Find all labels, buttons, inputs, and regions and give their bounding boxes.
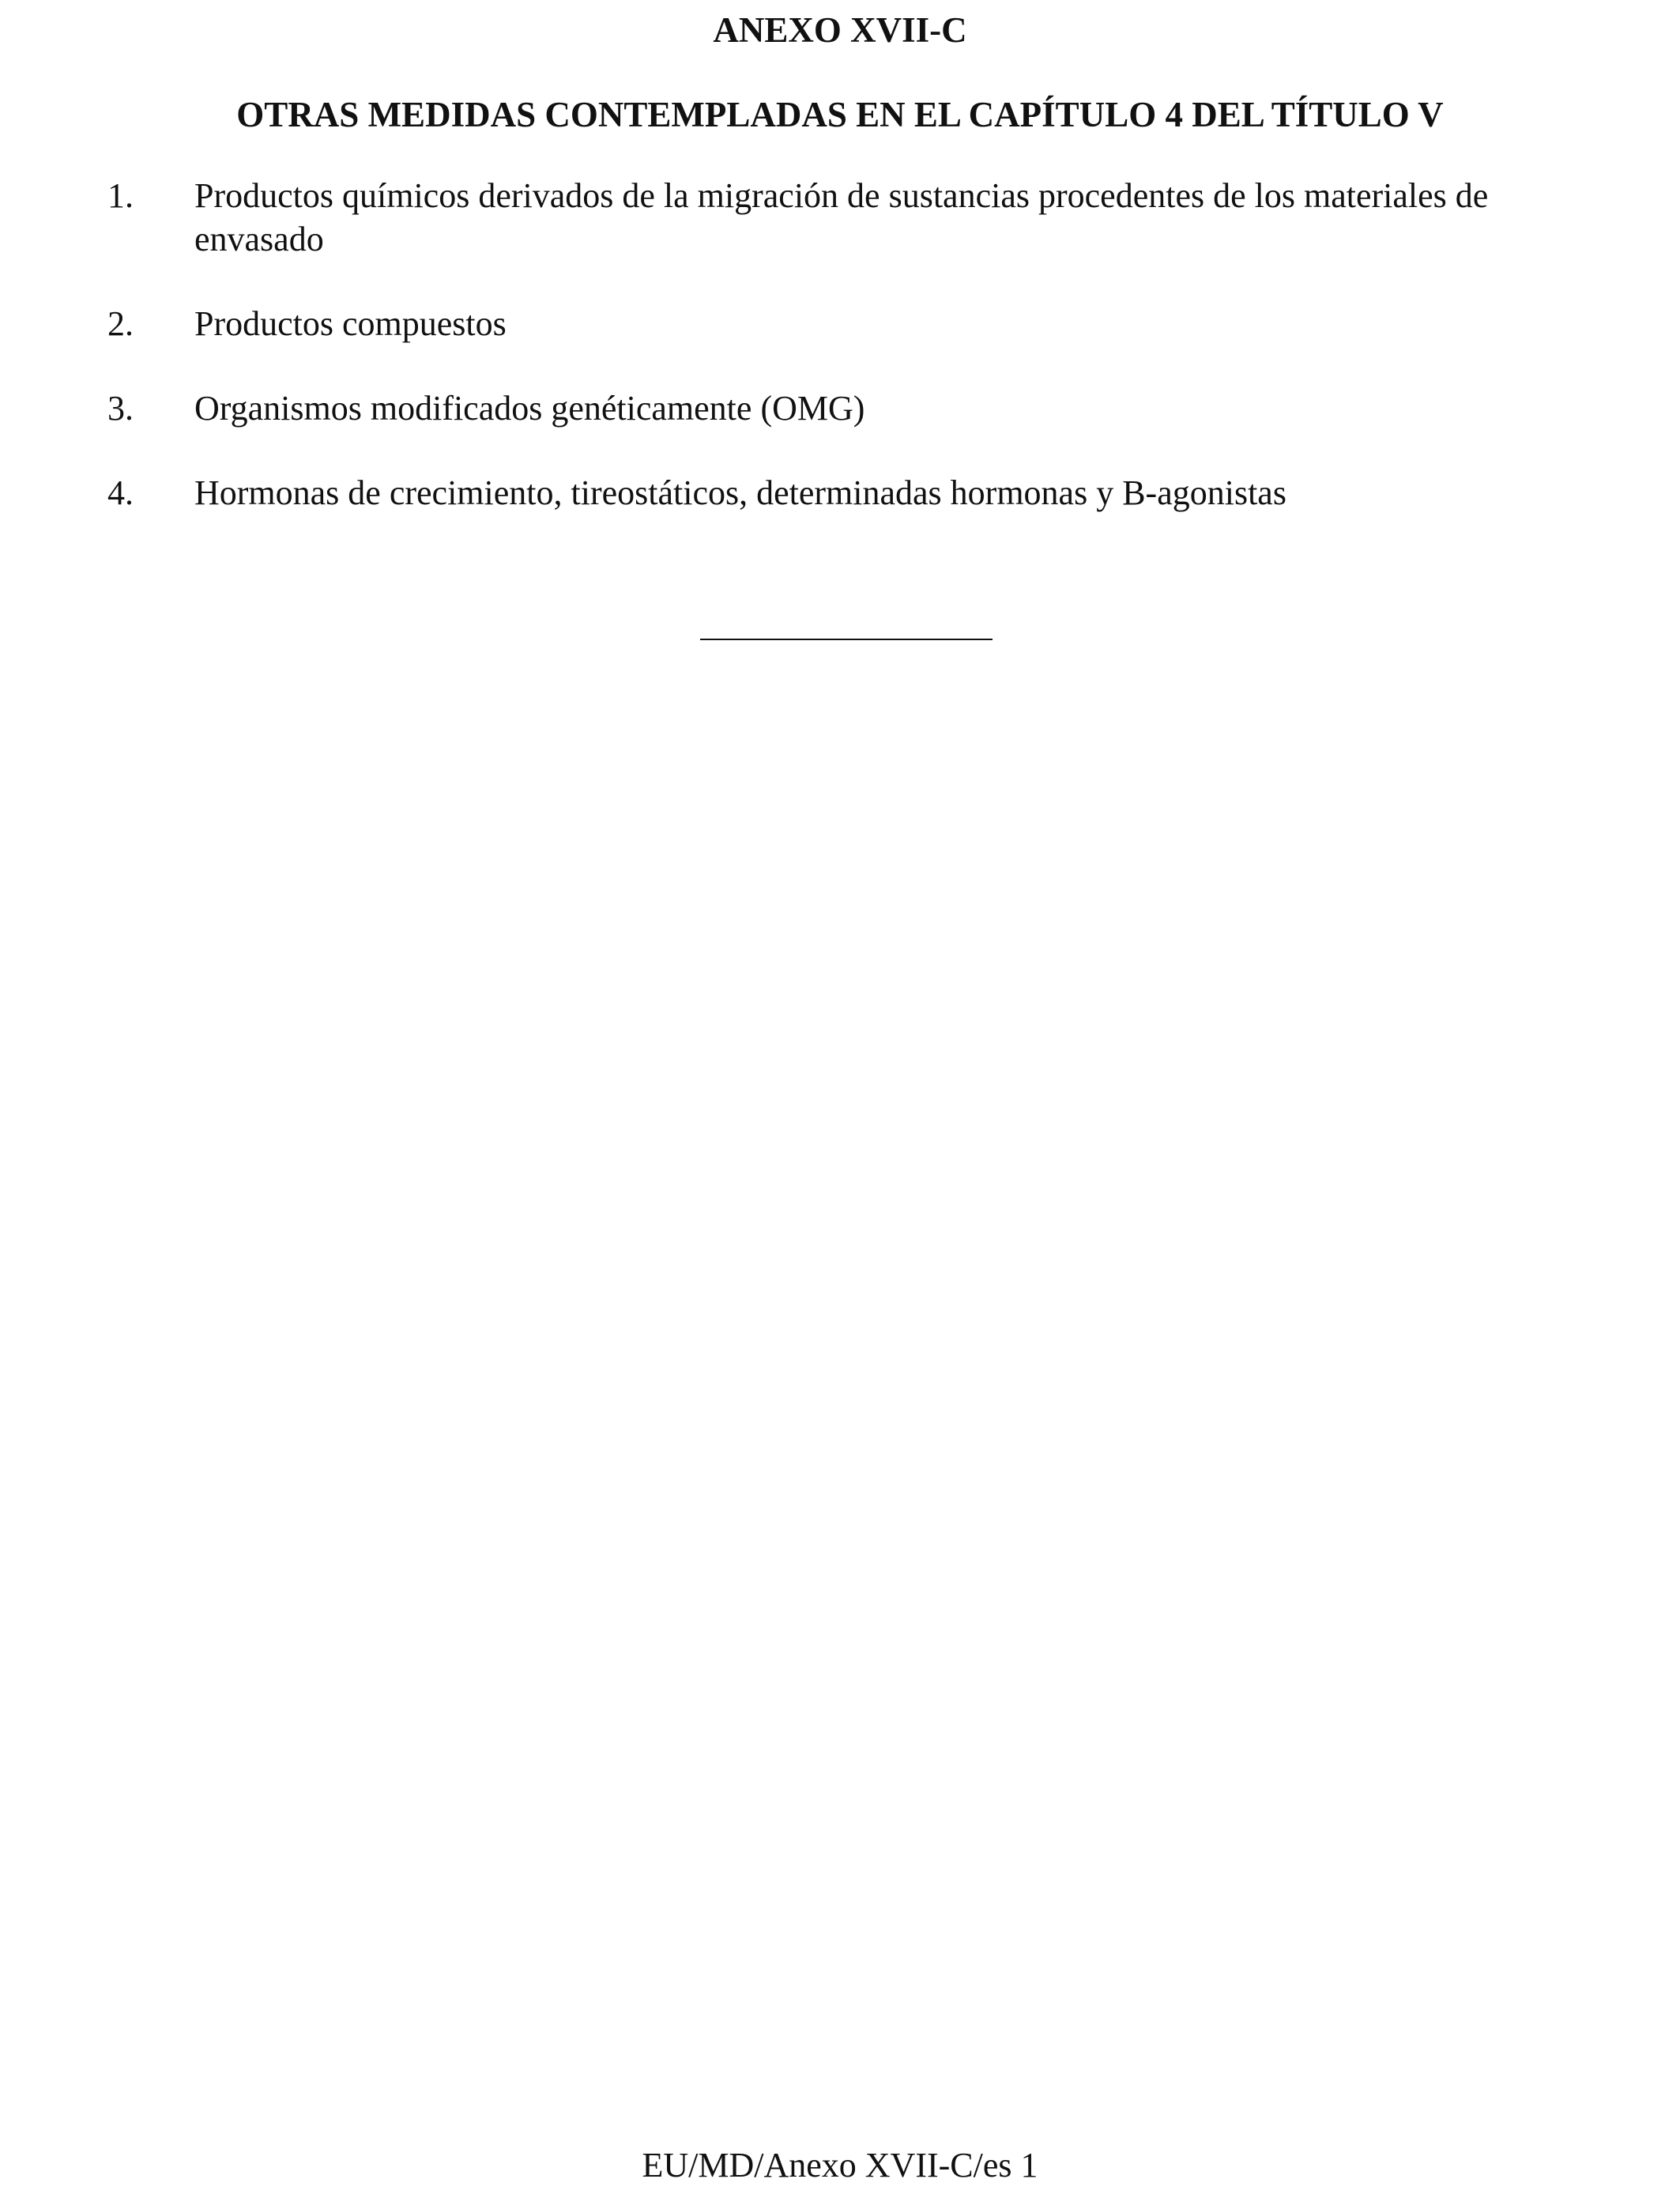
list-item-number: 2. bbox=[107, 304, 134, 343]
list-item bbox=[107, 302, 1577, 345]
end-divider bbox=[700, 639, 993, 640]
annex-title: ANEXO XVII-C bbox=[713, 10, 967, 50]
list-item-number: 4. bbox=[107, 473, 134, 512]
list-item-text: Productos químicos derivados de la migración de sustancias procedentes de los materiales de envasado bbox=[194, 176, 1489, 258]
list-item-text: Organismos modificados genéticamente (OMG) bbox=[194, 389, 865, 428]
page-footer: EU/MD/Anexo XVII-C/es 1 bbox=[642, 2146, 1038, 2185]
list-item bbox=[107, 174, 1577, 261]
list-item bbox=[107, 471, 1577, 515]
list-item-text: Productos compuestos bbox=[194, 304, 507, 343]
annex-subtitle: OTRAS MEDIDAS CONTEMPLADAS EN EL CAPÍTULO 4 DEL TÍTULO V bbox=[236, 95, 1444, 134]
measure-list bbox=[107, 174, 1577, 515]
list-item-text: Hormonas de crecimiento, tireostáticos, determinadas hormonas y B-agonistas bbox=[194, 473, 1286, 512]
list-item-number: 3. bbox=[107, 389, 134, 428]
list-item bbox=[107, 386, 1577, 430]
list-item-number: 1. bbox=[107, 176, 134, 215]
